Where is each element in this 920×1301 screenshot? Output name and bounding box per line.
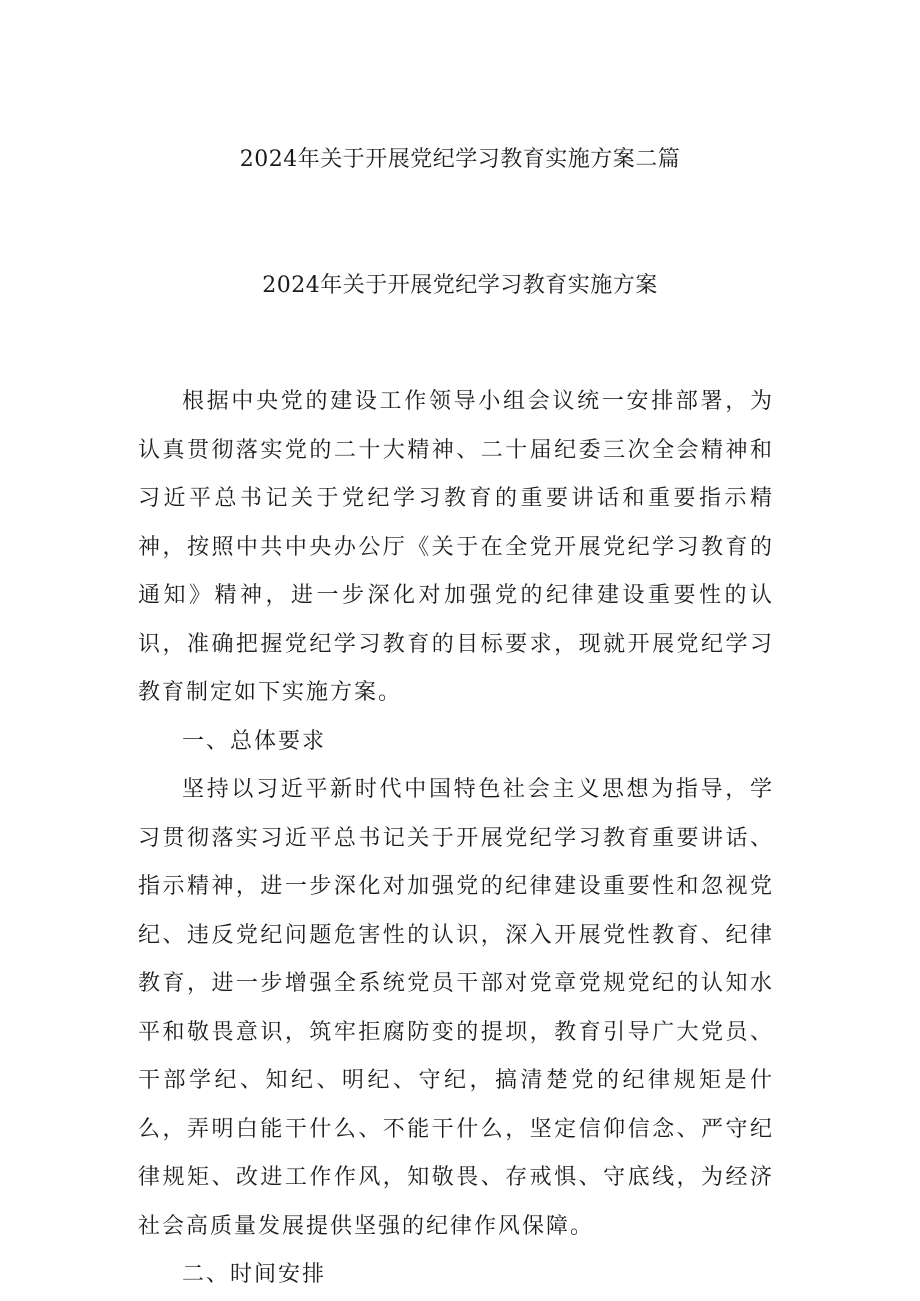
document-title: 2024年关于开展党纪学习教育实施方案二篇	[239, 147, 681, 172]
document-body	[138, 378, 774, 1300]
section-heading-general-requirements: 一、总体要求	[182, 728, 327, 754]
intro-paragraph: 根据中央党的建设工作领导小组会议统一安排部署，为认真贯彻落实党的二十大精神、二十届纪委三次全会精神和习近平总书记关于党纪学习教育的重要讲话和重要指示精神，按照中共中央办公厅《关于在全党开展党纪学习教育的通知》精神，进一步深化对加强党的纪律建设重要性的认识，准确把握党纪学习教育的目标要求，现就开展党纪学习教育制定如下实施方案。	[138, 389, 774, 705]
section-heading-schedule: 二、时间安排	[182, 1262, 327, 1287]
document-subtitle: 2024年关于开展党纪学习教育实施方案	[262, 273, 658, 298]
general-requirements-paragraph: 坚持以习近平新时代中国特色社会主义思想为指导，学习贯彻落实习近平总书记关于开展党纪学习教育重要讲话、指示精神，进一步深化对加强党的纪律建设重要性和忽视党纪、违反党纪问题危害性的认识，深入开展党性教育、纪律教育，进一步增强全系统党员干部对党章党规党纪的认知水平和敬畏意识，筑牢拒腐防变的提坝，教育引导广大党员、干部学纪、知纪、明纪、守纪，搞清楚党的纪律规矩是什么，弄明白能干什么、不能干什么，坚定信仰信念、严守纪律规矩、改进工作作风，知敬畏、存戒惧、守底线，为经济社会高质量发展提供坚强的纪律作风保障。	[138, 777, 774, 1239]
